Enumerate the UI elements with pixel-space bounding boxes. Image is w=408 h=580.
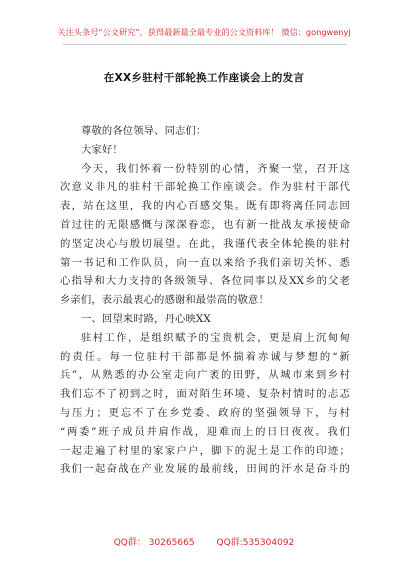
section-paragraph-line: 驻村工作，是组织赋予的宝贵机会，更是肩上沉甸甸 [81,331,350,344]
header-note: 关注头条号“公文研究”，获得最新最全最专业的公文资料库！ 微信：gongwenyj [57,27,351,37]
footer-qq-group-1: QQ群： 30265665 [113,538,195,548]
section-paragraph-line: 与压力；更忘不了在乡党委、政府的坚强领导下，与村 [60,406,350,419]
footer-contact [0,535,408,548]
header-divider [63,44,346,45]
paragraph-line: 第一书记和工作队员，向一直以来给予我们亲切关怀、悉 [60,256,350,269]
paragraph-line: 首过往的无限感慨与深深眷恋，也有新一批战友承接使命 [60,218,350,231]
salutation: 尊敬的各位领导、同志们： [81,125,207,137]
paragraph-line: 今天，我们怀着一份特别的心情，齐聚一堂，召开这 [81,162,350,175]
section-heading: 一、回望来时路，丹心映XX [81,312,211,325]
greeting: 大家好！ [81,143,123,156]
footer-qq-group-2: QQ群:535304092 [216,538,295,548]
paragraph-line: 的坚定决心与殷切展望。在此，我谨代表全体轮换的驻村 [60,237,350,250]
paragraph-line: 乡亲们，表示最衷心的感谢和最崇高的敬意！ [60,294,269,307]
section-paragraph-line: 我们一起奋战在产业发展的最前线，田间的汗水是奋斗的 [60,463,350,476]
section-paragraph-line: 的责任。每一位驻村干部都是怀揣着赤诚与梦想的“新 [60,350,350,363]
paragraph-line: 心指导和大力支持的各级领导、各位同事以及XX乡的父老 [60,275,350,288]
section-paragraph-line: “两委”班子成员并肩作战，迎难而上的日日夜夜。我们 [60,425,350,438]
paragraph-line: 表，站在这里，我的内心百感交集。既有即将离任同志回 [60,200,350,213]
section-paragraph-line: 我们忘不了初到之时，面对陌生环境、复杂村情时的忐忑 [60,388,350,401]
document-title: 在XX乡驻村干部轮换工作座谈会上的发言 [103,72,305,84]
document-body [60,122,350,479]
section-paragraph-line: 兵”，从熟悉的办公室走向广袤的田野，从城市来到乡村 [60,369,350,382]
section-paragraph-line: 一起走遍了村里的家家户户，脚下的泥土是工作的印迹； [60,444,350,457]
paragraph-line: 次意义非凡的驻村干部轮换工作座谈会。作为驻村干部代 [60,181,350,194]
